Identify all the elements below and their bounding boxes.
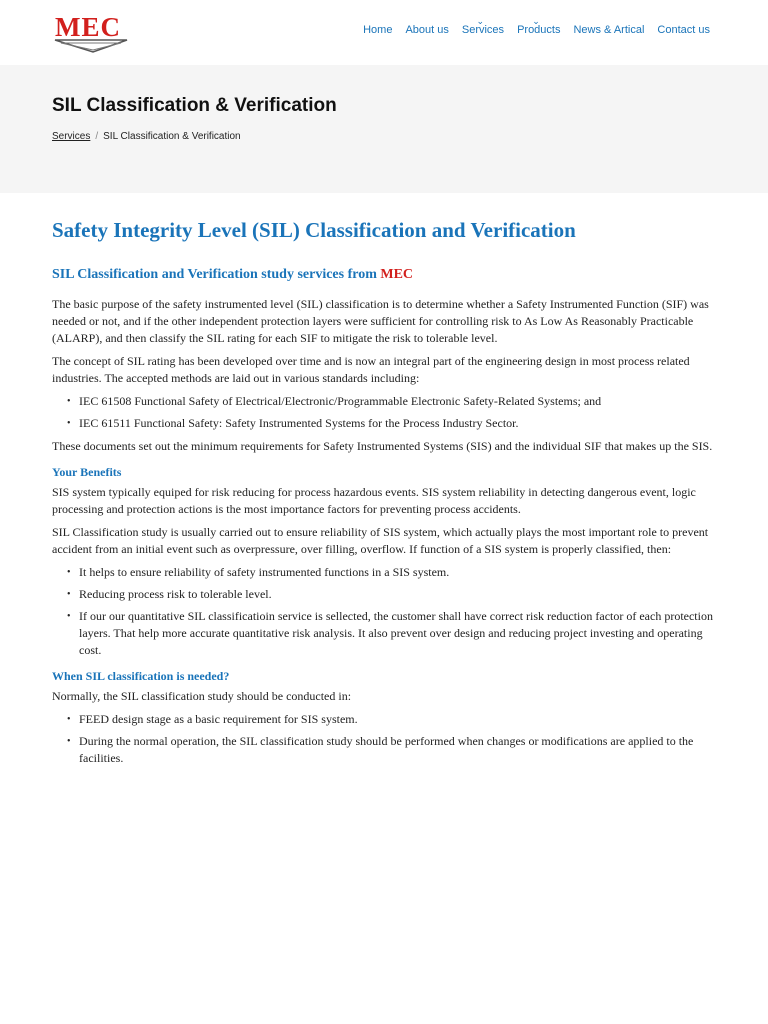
breadcrumb-current: SIL Classification & Verification [103, 131, 241, 142]
benefits-heading: Your Benefits [52, 465, 122, 479]
list-item: • During the normal operation, the SIL classification study should be performed when changes or modifications are applied to the facilities. [79, 733, 716, 767]
main-content [0, 193, 768, 767]
list-item: • Reducing process risk to tolerable level. [79, 586, 716, 603]
concept-paragraph: The concept of SIL rating has been developed over time and is now an integral part of the engineering design in most process related industries. The accepted methods are laid out in various standards including: [52, 354, 690, 385]
list-item: • If our our quantitative SIL classificatioin service is sellected, the customer shall have correct risk reduction factor of each protection layers. That help more accurate quantitative risk analysis. It also prevent over design and reducing project investing and operating cost. [79, 608, 716, 659]
intro-paragraph: The basic purpose of the safety instrumented level (SIL) classification is to determine whether a Safety Instrumented Function (SIF) was needed or not, and if the other independent protection layers were sufficient for controlling risk to As Low As Reasonably Practicable (ALARP), and then classify the SIL rating for each SIF to mitigate the risk to tolerable level. [52, 297, 709, 345]
page-title: SIL Classification & Verification [52, 95, 337, 116]
site-header [0, 0, 768, 65]
breadcrumb-services-link[interactable]: Services [52, 131, 91, 142]
article-heading: Safety Integrity Level (SIL) Classification and Verification [52, 218, 576, 242]
when-paragraph: Normally, the SIL classification study should be conducted in: [52, 689, 352, 703]
nav-contact[interactable]: Contact us [657, 24, 710, 36]
standards-list [52, 393, 716, 432]
benefits-list [52, 564, 716, 659]
logo-text: MEC [55, 12, 121, 42]
breadcrumb-separator: / [95, 131, 99, 142]
nav-home[interactable]: Home [363, 24, 393, 36]
mec-logo[interactable] [53, 12, 129, 56]
list-item: • FEED design stage as a basic requirement for SIS system. [79, 711, 716, 728]
logo-swoosh-icon [53, 38, 129, 54]
breadcrumb [52, 131, 241, 142]
nav-news[interactable]: News & Artical [573, 24, 645, 36]
chevron-down-icon: ⌄ [532, 16, 540, 26]
subheading-text: SIL Classification and Verification study services from [52, 267, 381, 282]
nav-products-label: Products [517, 24, 561, 36]
nav-services[interactable] [449, 16, 505, 36]
list-item: • IEC 61511 Functional Safety: Safety Instrumented Systems for the Process Industry Sector. [79, 415, 716, 432]
documents-paragraph: These documents set out the minimum requirements for Safety Instrumented Systems (SIS) and the individual SIF that makes up the SIS. [52, 439, 713, 453]
list-item: • It helps to ensure reliability of safety instrumented functions in a SIS system. [79, 564, 716, 581]
list-item: • IEC 61508 Functional Safety of Electrical/Electronic/Programmable Electronic Safety-Related Systems; and [79, 393, 716, 410]
subheading-brand: MEC [380, 267, 414, 282]
nav-about[interactable]: About us [405, 24, 449, 36]
nav-products[interactable] [504, 16, 561, 36]
sis-paragraph: SIS system typically equiped for risk reducing for process hazardous events. SIS system reliability in detecting dangerous event, logic processing and protection actions is the most importance factors for preventing process accidents. [52, 485, 696, 516]
article-subheading [52, 267, 716, 283]
chevron-down-icon: ⌄ [476, 16, 485, 26]
when-heading: When SIL classification is needed? [52, 669, 230, 683]
page-title-bar [0, 65, 768, 193]
when-list [52, 711, 716, 767]
nav-services-label: Services [461, 24, 505, 36]
main-nav [350, 16, 710, 36]
classification-paragraph: SIL Classification study is usually carried out to ensure reliability of SIS system, which actually plays the most important role to prevent accident from an initial event such as overpressure, over filling, overflow. If function of a SIS system is properly classified, then: [52, 525, 709, 556]
